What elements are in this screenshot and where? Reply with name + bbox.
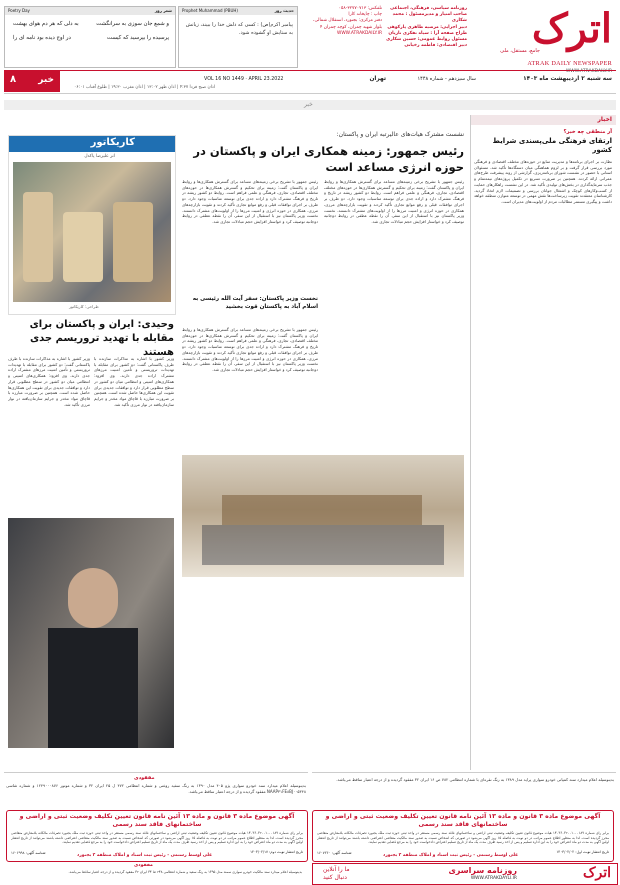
right-column [470,115,616,770]
notice-box-date: تاریخ انتشار نوبت اول: ۱۴۰۳/۰۲/۰۲ [556,850,609,854]
notice-box-body: برابر رای شماره ۱۴۰۳۶۰۳۲۰۰۱۰۰۰۱۸۹ هیات موضوع قانون تعیین تکلیف وضعیت ثبتی اراضی و ساختمانهای فاقد سند رسمی مستقر در واحد ثبتی حوزه ثبت ملک بجنورد تصرفات مالکانه بلامعارض متقاضی محرز گردیده است. لذا به منظور اطلاع عموم مراتب در دو نوبت به فاصله ۱۵ روز آگهی می‌شود در صورتی که اشخاص نسبت به صدور سند مالکیت متقاضی اعتراضی داشته باشند می‌توانند از تاریخ انتشار اولین آگهی به مدت دو ماه اعتراض خود را به این اداره تسلیم و پس از اخذ رسید ظرف مدت یک ماه از تاریخ تسلیم اعتراض دادخواست خود را به مرجع قضایی تقدیم نمایند. [317,831,609,845]
registry-notice-right [312,810,614,862]
poem-line: پرسیده را بپرسید که کیست [106,35,169,41]
main-subhead: نخست وزیر پاکستان: سفر آیت الله رئیسی به اسلام آباد به پاکستان قوت بخشید [192,296,318,310]
cartoon-title: کاریکاتور [90,137,135,148]
subscription-ad [312,863,618,885]
hadith-label: Prophet Muhammad (PBUH) [182,8,238,13]
main-headline: رئیس جمهور: زمینه همکاری ایران و پاکستان در حوزه انرژی مساعد است [193,144,464,174]
second-body: وزیر کشور با اشاره به مذاکرات سازنده با طرف پاکستانی گفت: دو کشور برای مقابله با تهدیدات تروریستی و تأمین امنیت مرزهای مشترک اراده جدی دارند. وی افزود: همکاری‌های امنیتی و انتظامی میان دو کشور در سطح مطلوبی قرار دارد و توافقات جدیدی برای تقویت این همکاری‌ها حاصل شده است. همچنین بر ضرورت مبارزه با قاچاق مواد مخدر و جرایم سازمان‌یافته در نوار مرزی تأکید شد. [94,356,174,407]
logo-latin: ATRAK DAILY NEWSPAPER [527,60,612,67]
hadith-text: پیامبر اکرم(ص) : کسی که دلش خدا را ببیند، زبانش به ستایش او گشوده شود. [185,22,293,36]
section-label: خبر [304,101,313,108]
date-bar [4,70,616,94]
notice-top-left [4,772,308,813]
info-line: طراح صفحه آرا : سیاه تفکری تازیان [388,30,467,36]
right-kicker: آر منطقی چه خبر؟ [563,129,612,135]
logo-subtitle: جامع، مستقل، ملی [500,48,540,54]
bottom-lost-notice [4,863,304,883]
contact-line: تلفکس: ۳۲۷۷۰۷۱۳-۰۵۸ [338,6,382,11]
poem-line: به دلی که هر دم هوای بهشت [13,21,79,27]
notice-text: بدینوسیله اعلام میدارد سند خودرو سواری پژو ۴۰۵ مدل ۱۳۹۰ به رنگ سفید روغنی و شماره انتظامی ۴۷۲ ل ۲۵ ایران ۳۲ و شماره موتور ۱۲۴۹۰۰۰۸۷۶ و شماره شاسی NAAP۳۱FE۸BJ۰۰۵۳۴۸ مفقود گردیده و از درجه اعتبار ساقط می‌باشد. [6,783,306,794]
notice-box-body: برابر رای شماره ۱۴۰۳۶۰۳۲۰۰۱۰۰۰۱۸۹ هیات موضوع قانون تعیین تکلیف وضعیت ثبتی اراضی و ساختمانهای فاقد سند رسمی مستقر در واحد ثبتی حوزه ثبت ملک بجنورد تصرفات مالکانه بلامعارض متقاضی محرز گردیده است. لذا به منظور اطلاع عموم مراتب در دو نوبت به فاصله ۱۵ روز آگهی می‌شود در صورتی که اشخاص نسبت به صدور سند مالکیت متقاضی اعتراضی داشته باشند می‌توانند از تاریخ انتشار اولین آگهی به مدت دو ماه اعتراض خود را به این اداره تسلیم و پس از اخذ رسید ظرف مدت یک ماه از تاریخ تسلیم اعتراض دادخواست خود را به مرجع قضایی تقدیم نمایند. [11,831,303,845]
logo-area [462,6,612,76]
notice-box-code: شناسه آگهی: ۱۶۰۷۲۶۰ [317,851,352,855]
hadith-title: حدیث روز [274,8,294,13]
cartoon-box [8,135,176,315]
newspaper-logo: اترک [531,5,612,52]
registry-notice-left [6,810,308,862]
main-photo [182,455,464,577]
publisher-info [385,6,467,68]
contact-line: WWW.ATRAKDAILY.IR [336,30,382,36]
ad-url: WWW.ATRAKDAYLI.IR [470,876,517,881]
second-story [8,318,174,770]
notice-box-title: آگهی موضوع ماده ۳ قانون و ماده ۱۳ آئین نامه قانون تعیین تکلیف وضعیت ثبتی و اراضی و ساختمانهای فاقد سند رسمی [19,813,295,828]
contact-line: چاپ : چاپخانه کارا [348,12,382,18]
poem-line: و شمع جان سوزی به سرانگشت [96,21,169,27]
main-subhead-box [182,295,318,323]
cartoon-caption: اثر علیرضا پاکدل [84,154,115,159]
right-headline: ارتقای فرهنگی ملی‌پسندی شرایط کشور [492,137,612,154]
main-story [180,115,466,770]
ad-online: ما را آنلاین [323,866,350,873]
page-number: ۸ [10,74,17,85]
second-headline: وحیدی: ایران و پاکستان برای مقابله با تهدید تروریسم جدی هستند [29,319,174,358]
notice-box-date: تاریخ انتشار نوبت دوم: ۱۴۰۳/۰۲/۱۷ [250,850,303,854]
notice-box-sign: علی اوسط رستمی - رئیس ثبت اسناد و املاک منطقه ۲ بجنورد [383,853,519,858]
ad-follow: دنبال کنید [323,874,347,881]
city: تهران [369,76,386,82]
info-line: مسئول روابط عمومی: حسین شکاری [386,37,467,43]
poem-box [4,6,176,68]
notice-box-sign: علی اوسط رستمی - رئیس ثبت اسناد و املاک منطقه ۲ بجنورد [77,853,213,858]
poem-title: شعر روز [154,8,172,13]
notice-title: مفقودی [134,775,155,781]
poem-label: Poetry Day [8,8,30,13]
info-line: دبیر اجرایی: مرضیه طاهری پارکوهی [387,24,467,30]
poem-line: در اوج دیده بود نامه ای را [13,35,71,41]
second-photo [8,518,174,748]
contact-line: بلوار شهید چمران، کوچه چمران ۴ [319,24,382,30]
issue-number: سال سیزدهم - شماره ۱۴۴۸ [417,76,476,82]
cartoon-credit: طراحی: کاریکاتور [69,304,99,309]
masthead [0,0,620,95]
info-line: روزنامه سیاسی، فرهنگی، اجتماعی [390,6,467,11]
notice-box-title: آگهی موضوع ماده ۳ قانون و ماده ۱۳ آئین نامه قانون تعیین تکلیف وضعیت ثبتی و اراضی و ساختمانهای فاقد سند رسمی [325,813,601,828]
section-bar [4,100,616,110]
second-body-col2: وزیر کشور با اشاره به مذاکرات سازنده با طرف پاکستانی گفت: دو کشور برای مقابله با تهدیدات تروریستی و تأمین امنیت مرزهای مشترک اراده جدی دارند. وی افزود: همکاری‌های امنیتی و انتظامی میان دو کشور در سطح مطلوبی قرار دارد و توافقات جدیدی برای تقویت این همکاری‌ها حاصل شده است. همچنین بر ضرورت مبارزه با قاچاق مواد مخدر و جرایم سازمان‌یافته در نوار مرزی تأکید شد. [8,356,90,407]
ad-headline: روزنامه سراسری [448,866,517,875]
main-body: رئیس جمهور با تشریح برخی زمینه‌های مساعد برای گسترش همکاری‌ها و روابط ایران و پاکستان گفت: زمینه برای تحکیم و گسترش همکاری‌ها در حوزه‌های مختلف اقتصادی، تجاری، فرهنگی و علمی فراهم است. روابط دو کشور ریشه در تاریخ و فرهنگ مشترک دارد و اراده جدی برای توسعه مناسبات وجود دارد. دو طرف بر اجرای توافقات قبلی و رفع موانع تجاری تأکید کردند و تقویت بازارچه‌های مرزی، همکاری در حوزه انرژی و امنیت مرزها را از اولویت‌های مشترک دانستند. نخست وزیر پاکستان نیز با استقبال از این سفر، آن را نقطه عطفی در روابط دوجانبه توصیف کرد و خواستار افزایش حجم مبادلات تجاری شد. [324,179,464,224]
notice-text: بدینوسیله اعلام میدارد سند کمپانی خودرو سواری پراید مدل ۱۳۸۹ به رنگ نقره‌ای با شماره انتظامی ۷۸۲ ص ۱۶ ایران ۳۲ مفقود گردیده و از درجه اعتبار ساقط می‌باشد. [336,777,614,782]
main-body-col3: رئیس جمهور با تشریح برخی زمینه‌های مساعد برای گسترش همکاری‌ها و روابط ایران و پاکستان گفت: زمینه برای تحکیم و گسترش همکاری‌ها در حوزه‌های مختلف اقتصادی، تجاری، فرهنگی و علمی فراهم است. روابط دو کشور ریشه در تاریخ و فرهنگ مشترک دارد و اراده جدی برای توسعه مناسبات وجود دارد. دو طرف بر اجرای توافقات قبلی و رفع موانع تجاری تأکید کردند و تقویت بازارچه‌های مرزی، همکاری در حوزه انرژی و امنیت مرزها را از اولویت‌های مشترک دانستند. نخست وزیر پاکستان نیز با استقبال از این سفر، آن را نقطه عطفی در روابط دوجانبه توصیف کرد و خواستار افزایش حجم مبادلات تجاری شد. [182,327,318,372]
main-body-col2: رئیس جمهور با تشریح برخی زمینه‌های مساعد برای گسترش همکاری‌ها و روابط ایران و پاکستان گفت: زمینه برای تحکیم و گسترش همکاری‌ها در حوزه‌های مختلف اقتصادی، تجاری، فرهنگی و علمی فراهم است. روابط دو کشور ریشه در تاریخ و فرهنگ مشترک دارد و اراده جدی برای توسعه مناسبات وجود دارد. دو طرف بر اجرای توافقات قبلی و رفع موانع تجاری تأکید کردند و تقویت بازارچه‌های مرزی، همکاری در حوزه انرژی و امنیت مرزها را از اولویت‌های مشترک دانستند. نخست وزیر پاکستان نیز با استقبال از این سفر، آن را نقطه عطفی در روابط دوجانبه توصیف کرد و خواستار افزایش حجم مبادلات تجاری شد. [182,179,318,224]
issue-date: سه شنبه ۲ اردیبهشت ماه ۱۴۰۳ [523,76,612,82]
date-latin: VOL 16 NO 1449 · APRIL 23.2022 [204,77,284,82]
contact-info [300,6,382,68]
logo-website: WWW.ATRAKDAILY.IR [565,69,612,74]
ad-logo: اترک [582,865,611,881]
info-line: صاحب امتیاز و مدیرمسئول : محمد شکاری [392,12,467,24]
prayer-times: اذان صبح فردا ۴:۳۷ | اذان ظهر ۱۳:۰۲ | اذان مغرب ۱۹:۳۰ | طلوع آفتاب ۰۶:۰۱ [74,85,215,90]
right-body: نظارت بر اجرای برنامه‌ها و مدیریت منابع در حوزه‌های مختلف اقتصادی و فرهنگی مورد بررسی قرار گرفت و بر لزوم هماهنگی میان دستگاه‌ها تأکید شد. مسئولان استانی با حضور در نشست شورای برنامه‌ریزی، گزارشی از روند پیشرفت طرح‌های عمرانی ارائه کردند. همچنین بر ضرورت تسریع در تکمیل پروژه‌های نیمه‌تمام و جذب سرمایه‌گذاری در بخش‌های تولیدی تأکید شد. در این نشست راهکارهای حمایت از کسب‌وکارهای کوچک و اشتغال جوانان بررسی و تصمیمات لازم اتخاذ گردید. کارشناسان معتقدند تقویت زیرساخت‌ها نقش مهمی در توسعه متوازن منطقه خواهد داشت و پیگیری مستمر مطالبات مردم از اولویت‌های مدیران است. [474,159,612,204]
notice-text: بدینوسیله اعلام میدارد سند مالکیت خودرو سواری سمند مدل ۱۳۹۵ به رنگ سفید و شماره انتظامی ۲۴۸ ط ۳۴ ایران ۳۲ مفقود گردیده و از درجه اعتبار ساقط می‌باشد. [68,870,302,874]
notice-title: مفقودی [134,863,153,868]
contact-line: دفتر مرکزی: بجنورد، استقلال شمالی، [313,18,382,24]
hadith-box [178,6,298,68]
notice-box-code: شناسه آگهی: ۱۶۰۶۹۹۸ [11,851,46,855]
info-line: دبیر اقتصادی: فاطمه رخیانی [404,43,467,49]
notice-top-right [312,772,616,813]
cartoon-image [13,162,171,302]
page-tab [4,71,60,92]
main-kicker: نشست مشترک هیات‌های عالیرتبه ایران و پاکستان: [336,131,464,138]
column-tag: اخبار [597,116,612,123]
page-label: خبر [38,75,54,85]
